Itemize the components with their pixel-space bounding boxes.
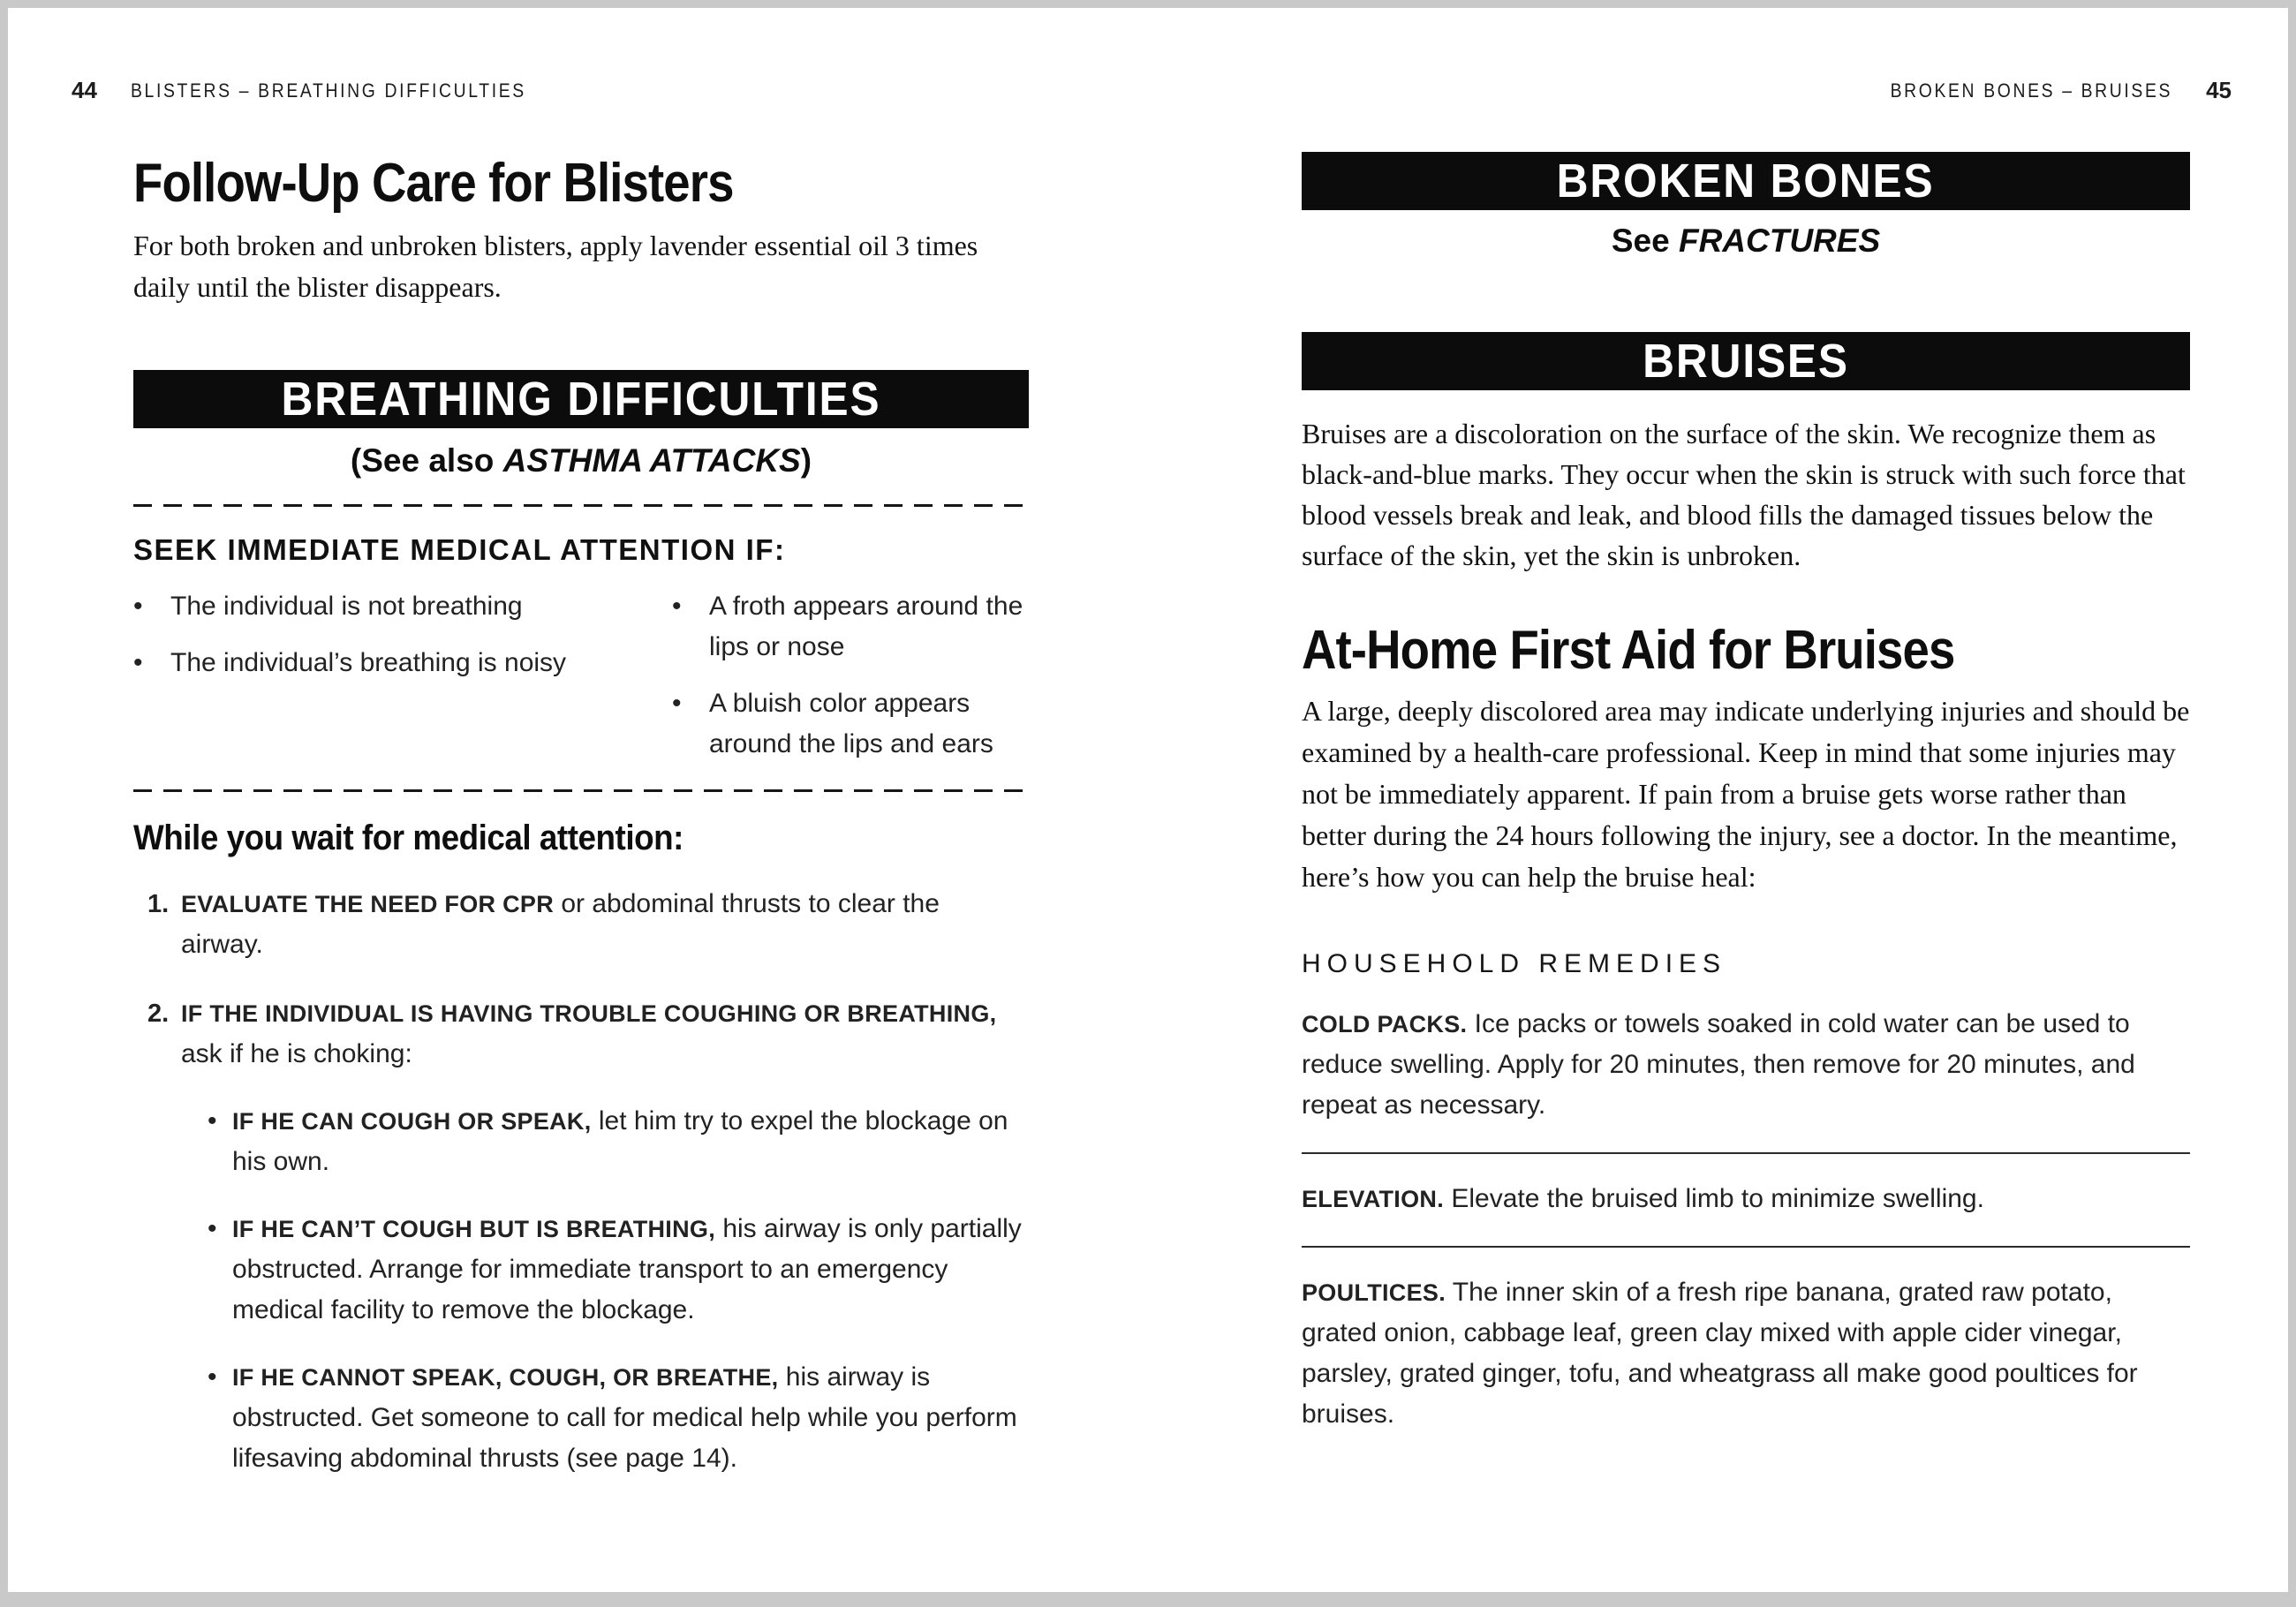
- symptom-column-2: [672, 586, 1029, 765]
- list-item: [133, 586, 672, 627]
- step-number: 2.: [147, 1000, 170, 1028]
- step-lead: EVALUATE THE NEED FOR CPR: [181, 891, 555, 917]
- book-page: [8, 8, 2288, 1592]
- bullet-glyph: •: [133, 592, 143, 621]
- left-page-column: [133, 153, 1029, 1479]
- banner-broken-bones: BROKEN BONES: [1302, 152, 2190, 210]
- step-text: [181, 993, 1029, 1075]
- household-remedies-heading: HOUSEHOLD REMEDIES: [1302, 949, 1727, 978]
- athome-body: A large, deeply discolored area may indicate underlying injuries and should be examined by a health-care professional. Keep in mind that some injuries may not be immediately apparent. If pain from a bruise gets worse rather than better during the 24 hours following the injury, see a doctor. In the meantime, here’s how you can help the bruise heal:: [1302, 695, 2190, 893]
- list-item: [672, 683, 1029, 765]
- step-rest: ask if he is choking:: [181, 1039, 412, 1068]
- remedy-lead: ELEVATION.: [1302, 1186, 1445, 1212]
- symptom-bullet-columns: [133, 586, 1029, 765]
- running-title-right: BROKEN BONES – BRUISES: [1890, 79, 2173, 102]
- bullet-glyph: •: [672, 689, 682, 718]
- list-item: [672, 586, 1029, 668]
- list-item-text: The individual is not breathing: [170, 592, 523, 621]
- see-also-line: [133, 442, 1029, 479]
- remedy-rest: Elevate the bruised limb to minimize swelling.: [1444, 1184, 1984, 1213]
- remedy-cold-packs: [1302, 1004, 2190, 1126]
- sub-bullet-rest: his airway is only partially obstructed. Arrange for immediate transport to an emergency medical facility to remove the blockage.: [232, 1214, 1022, 1324]
- dashed-divider-bottom: [133, 789, 1029, 792]
- see-also-prefix: (See also: [350, 442, 503, 479]
- bullet-glyph: •: [672, 592, 682, 621]
- remedy-elevation: [1302, 1179, 2190, 1219]
- step-number: 1.: [147, 890, 170, 918]
- dashed-divider-top: [133, 504, 1029, 507]
- bullet-glyph: •: [208, 1362, 217, 1392]
- sub-bullet: [133, 1357, 1029, 1479]
- remedy-divider: [1302, 1246, 2190, 1248]
- list-item-text: A froth appears around the lips or nose: [709, 592, 1023, 661]
- page-number-left: 44: [72, 77, 97, 103]
- remedy-poultices: [1302, 1272, 2190, 1435]
- sub-bullet-rest: let him try to expel the blockage on his own.: [232, 1106, 1008, 1176]
- see-also-suffix: ): [800, 442, 812, 479]
- see-also-reference: ASTHMA ATTACKS: [502, 442, 801, 479]
- right-page-column: [1302, 152, 2190, 1461]
- list-item-text: A bluish color appears around the lips and ears: [709, 689, 993, 758]
- sub-bullet-text: [232, 1101, 1029, 1182]
- step-rest: or abdominal thrusts to clear the airway.: [181, 889, 940, 959]
- sub-bullet: [133, 1209, 1029, 1331]
- running-header-right: [1852, 77, 2232, 104]
- list-item: [133, 643, 672, 683]
- see-prefix: See: [1611, 223, 1679, 259]
- list-item-text: The individual’s breathing is noisy: [170, 648, 567, 677]
- step-text: [181, 884, 1029, 965]
- followup-heading: Follow-Up Care for Blisters: [133, 153, 734, 214]
- remedy-rest: The inner skin of a fresh ripe banana, grated raw potato, grated onion, cabbage leaf, green clay mixed with apple cider vinegar, parsley, grated ginger, tofu, and wheatgrass all make good poultices for bruises.: [1302, 1278, 2138, 1429]
- banner-bruises: BRUISES: [1302, 332, 2190, 390]
- sub-bullet-lead: IF HE CANNOT SPEAK, COUGH, OR BREATHE,: [232, 1364, 779, 1391]
- running-header-left: [72, 77, 580, 104]
- remedy-rest: Ice packs or towels soaked in cold water can be used to reduce swelling. Apply for 20 minutes, then remove for 20 minutes, and repeat as necessary.: [1302, 1009, 2135, 1120]
- banner-breathing-difficulties: BREATHING DIFFICULTIES: [133, 370, 1029, 428]
- step-lead: IF THE INDIVIDUAL IS HAVING TROUBLE COUGHING OR BREATHING,: [181, 1000, 997, 1027]
- sub-bullet-lead: IF HE CAN COUGH OR SPEAK,: [232, 1108, 592, 1135]
- remedy-divider: [1302, 1152, 2190, 1154]
- remedy-lead: POULTICES.: [1302, 1279, 1446, 1306]
- see-fractures-line: [1302, 223, 2190, 260]
- bullet-glyph: •: [133, 648, 143, 677]
- sub-bullet: [133, 1101, 1029, 1182]
- wait-heading: While you wait for medical attention:: [133, 819, 684, 857]
- see-reference: FRACTURES: [1678, 223, 1881, 259]
- sub-bullet-text: [232, 1357, 1029, 1479]
- bullet-glyph: •: [208, 1106, 217, 1135]
- sub-bullet-rest: his airway is obstructed. Get someone to call for medical help while you perform lifesaving abdominal thrusts (see page 14).: [232, 1362, 1017, 1473]
- page-number-right: 45: [2206, 77, 2232, 103]
- seek-attention-heading: SEEK IMMEDIATE MEDICAL ATTENTION IF:: [133, 533, 786, 566]
- numbered-step: [133, 993, 1029, 1075]
- numbered-step: [133, 884, 1029, 965]
- remedy-lead: COLD PACKS.: [1302, 1011, 1468, 1037]
- running-title-left: BLISTERS – BREATHING DIFFICULTIES: [130, 79, 526, 102]
- athome-heading: At-Home First Aid for Bruises: [1302, 620, 1955, 681]
- sub-bullet-text: [232, 1209, 1029, 1331]
- bullet-glyph: •: [208, 1214, 217, 1243]
- sub-bullet-lead: IF HE CAN’T COUGH BUT IS BREATHING,: [232, 1216, 715, 1242]
- symptom-column-1: [133, 586, 672, 765]
- bruises-intro: Bruises are a discoloration on the surface of the skin. We recognize them as black-and-blue marks. They occur when the skin is struck with such force that blood vessels break and leak, and blood fills the damaged tissues below the surface of the skin, yet the skin is unbroken.: [1302, 418, 2186, 571]
- followup-body: For both broken and unbroken blisters, apply lavender essential oil 3 times daily until the blister disappears.: [133, 230, 978, 303]
